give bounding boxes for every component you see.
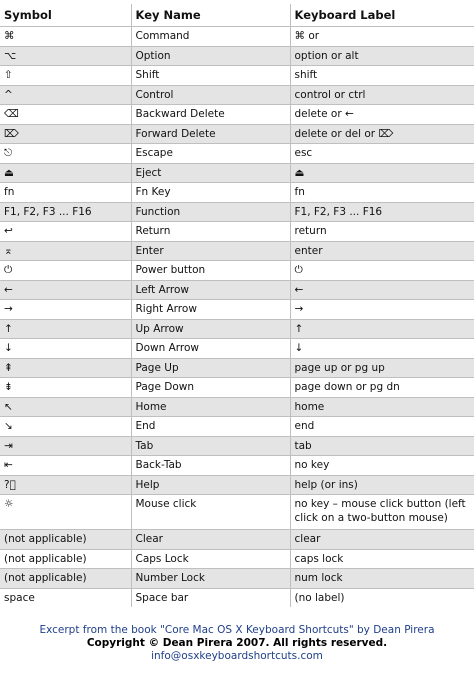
table-row (0, 549, 474, 569)
table-row (0, 46, 474, 66)
key-name-cell: Clear (131, 530, 290, 550)
table-row (0, 569, 474, 589)
symbol-cell: ⇞ (0, 358, 131, 378)
symbol-cell: ⏻ (0, 261, 131, 281)
symbol-cell: ?⃝ (0, 475, 131, 495)
table-row (0, 241, 474, 261)
key-name-cell: Page Up (131, 358, 290, 378)
table-body (0, 27, 474, 608)
key-name-cell: End (131, 417, 290, 437)
symbol-cell: ⇤ (0, 456, 131, 476)
table-row (0, 378, 474, 398)
symbol-cell: ↩ (0, 222, 131, 242)
shortcut-table (0, 4, 474, 607)
table-row (0, 280, 474, 300)
key-name-cell: Command (131, 27, 290, 47)
key-name-cell: Tab (131, 436, 290, 456)
table-row (0, 358, 474, 378)
keyboard-label-cell: no key – mouse click button (left click on a two-button mouse) (290, 495, 474, 530)
keyboard-label-cell: tab (290, 436, 474, 456)
keyboard-label-cell: caps lock (290, 549, 474, 569)
table-row (0, 475, 474, 495)
key-name-cell: Right Arrow (131, 300, 290, 320)
table-row (0, 66, 474, 86)
keyboard-label-cell: num lock (290, 569, 474, 589)
table-row (0, 261, 474, 281)
table-row (0, 319, 474, 339)
table-row (0, 300, 474, 320)
table-row (0, 417, 474, 437)
key-name-cell: Forward Delete (131, 124, 290, 144)
symbol-cell: ← (0, 280, 131, 300)
symbol-cell: ⎋ (0, 144, 131, 164)
key-name-cell: Power button (131, 261, 290, 281)
symbol-cell: ↖ (0, 397, 131, 417)
key-name-cell: Page Down (131, 378, 290, 398)
key-name-cell: Up Arrow (131, 319, 290, 339)
keyboard-label-cell: page up or pg up (290, 358, 474, 378)
table-row (0, 183, 474, 203)
table-header-row (0, 4, 474, 27)
keyboard-label-cell: home (290, 397, 474, 417)
symbol-cell: ⌦ (0, 124, 131, 144)
key-name-cell: Mouse click (131, 495, 290, 530)
table-row (0, 222, 474, 242)
symbol-cell: ↓ (0, 339, 131, 359)
table-row (0, 202, 474, 222)
table-row (0, 436, 474, 456)
keyboard-label-cell: return (290, 222, 474, 242)
key-name-cell: Left Arrow (131, 280, 290, 300)
key-name-cell: Enter (131, 241, 290, 261)
key-name-cell: Home (131, 397, 290, 417)
key-name-cell: Space bar (131, 588, 290, 607)
table-row (0, 105, 474, 125)
key-name-cell: Caps Lock (131, 549, 290, 569)
footer-excerpt: Excerpt from the book "Core Mac OS X Keyboard Shortcuts" by Dean Pirera (39, 624, 435, 636)
symbol-cell: ☼ (0, 495, 131, 530)
keyboard-label-cell: shift (290, 66, 474, 86)
keyboard-label-cell: ⌘ or (290, 27, 474, 47)
footer-email-link[interactable]: info@osxkeyboardshortcuts.com (151, 650, 323, 662)
key-name-cell: Eject (131, 163, 290, 183)
table-row (0, 85, 474, 105)
keyboard-label-cell: ↓ (290, 339, 474, 359)
keyboard-label-cell: enter (290, 241, 474, 261)
key-name-cell: Option (131, 46, 290, 66)
key-name-cell: Escape (131, 144, 290, 164)
symbol-cell: ⌅ (0, 241, 131, 261)
keyboard-label-cell: fn (290, 183, 474, 203)
footer-copyright: Copyright © Dean Pirera 2007. All rights reserved. (86, 637, 388, 649)
footer (0, 624, 474, 663)
symbol-cell: (not applicable) (0, 569, 131, 589)
key-name-cell: Number Lock (131, 569, 290, 589)
keyboard-label-cell: clear (290, 530, 474, 550)
keyboard-label-cell: esc (290, 144, 474, 164)
key-name-cell: Back-Tab (131, 456, 290, 476)
key-name-cell: Function (131, 202, 290, 222)
keyboard-label-cell: no key (290, 456, 474, 476)
symbol-cell: → (0, 300, 131, 320)
key-name-cell: Backward Delete (131, 105, 290, 125)
keyboard-label-cell: ⏻ (290, 261, 474, 281)
symbol-cell: ↘ (0, 417, 131, 437)
header-symbol: Symbol (0, 4, 131, 27)
table-row (0, 163, 474, 183)
table-row (0, 588, 474, 607)
keyboard-label-cell: page down or pg dn (290, 378, 474, 398)
symbol-cell: ⇟ (0, 378, 131, 398)
table-row (0, 495, 474, 530)
header-keyboard-label: Keyboard Label (290, 4, 474, 27)
symbol-cell: (not applicable) (0, 530, 131, 550)
symbol-cell: ^ (0, 85, 131, 105)
keyboard-label-cell: end (290, 417, 474, 437)
symbol-cell: ⇥ (0, 436, 131, 456)
keyboard-label-cell: ⏏ (290, 163, 474, 183)
table-row (0, 456, 474, 476)
keyboard-label-cell: → (290, 300, 474, 320)
keyboard-label-cell: control or ctrl (290, 85, 474, 105)
symbol-cell: ⇧ (0, 66, 131, 86)
keyboard-label-cell: ← (290, 280, 474, 300)
key-name-cell: Help (131, 475, 290, 495)
symbol-cell: ↑ (0, 319, 131, 339)
table-row (0, 144, 474, 164)
keyboard-label-cell: option or alt (290, 46, 474, 66)
header-key-name: Key Name (131, 4, 290, 27)
key-name-cell: Fn Key (131, 183, 290, 203)
table-row (0, 339, 474, 359)
keyboard-label-cell: help (or ins) (290, 475, 474, 495)
symbol-cell: F1, F2, F3 ... F16 (0, 202, 131, 222)
symbol-cell: fn (0, 183, 131, 203)
symbol-cell: ⌘ (0, 27, 131, 47)
keyboard-label-cell: (no label) (290, 588, 474, 607)
table-row (0, 397, 474, 417)
symbol-cell: (not applicable) (0, 549, 131, 569)
key-name-cell: Shift (131, 66, 290, 86)
symbol-cell: ⌫ (0, 105, 131, 125)
keyboard-label-cell: delete or del or ⌦ (290, 124, 474, 144)
symbol-cell: space (0, 588, 131, 607)
keyboard-label-cell: F1, F2, F3 ... F16 (290, 202, 474, 222)
key-name-cell: Return (131, 222, 290, 242)
keyboard-label-cell: ↑ (290, 319, 474, 339)
table-row (0, 27, 474, 47)
key-name-cell: Control (131, 85, 290, 105)
table-row (0, 124, 474, 144)
symbol-cell: ⌥ (0, 46, 131, 66)
symbol-cell: ⏏ (0, 163, 131, 183)
key-name-cell: Down Arrow (131, 339, 290, 359)
table-row (0, 530, 474, 550)
keyboard-label-cell: delete or ← (290, 105, 474, 125)
